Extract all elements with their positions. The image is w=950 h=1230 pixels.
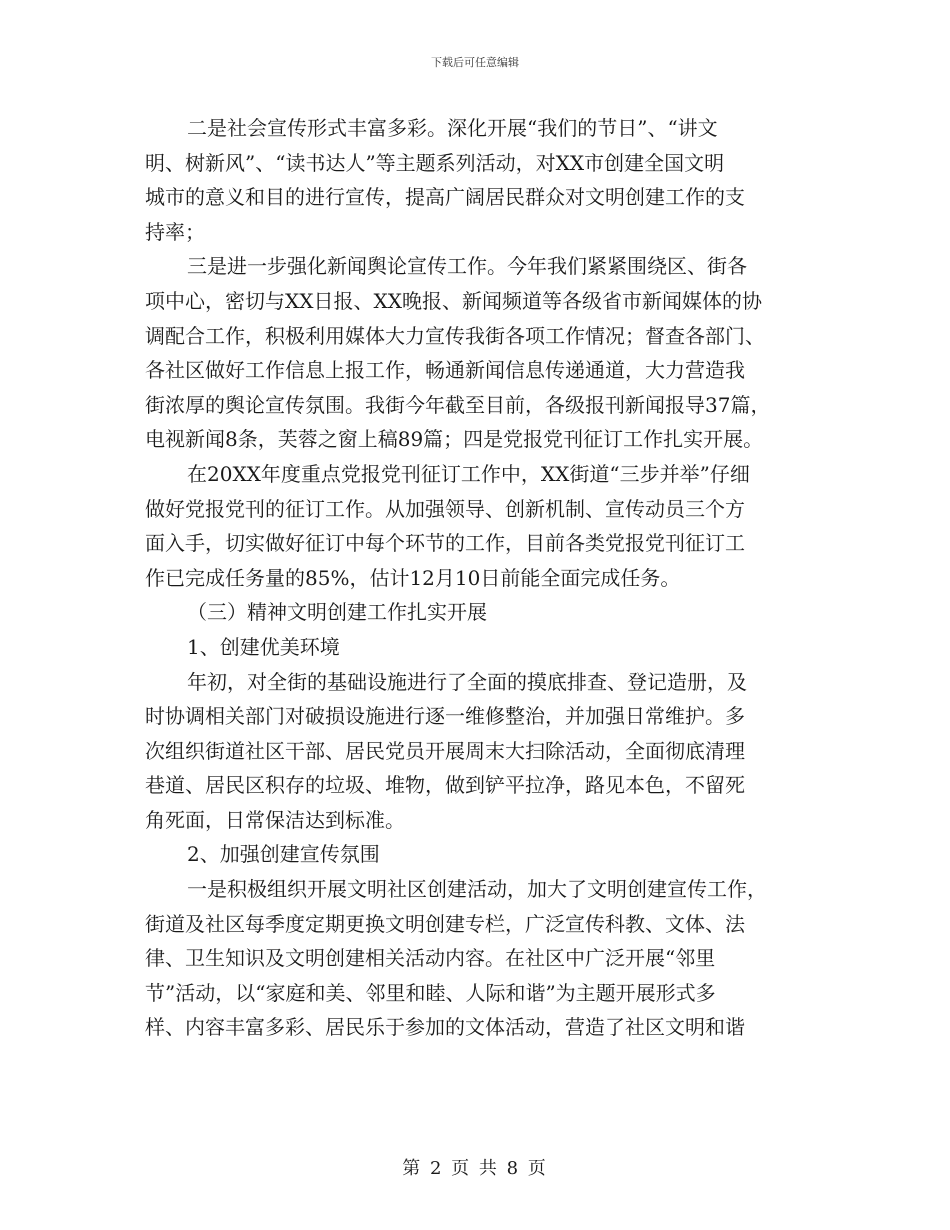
paragraph-line: 调配合工作，积极利用媒体大力宣传我街各项工作情况；督查各部门、 xyxy=(145,323,765,348)
page-header: 下载后可任意编辑 xyxy=(431,56,519,69)
paragraph-line: 次组织街道社区干部、居民党员开展周末大扫除活动，全面彻底清理 xyxy=(145,738,745,763)
paragraph-line: 街道及社区每季度定期更换文明创建专栏，广泛宣传科教、文体、法 xyxy=(145,911,745,936)
subsection-heading: 2、加强创建宣传氛围 xyxy=(187,842,380,867)
paragraph-line: 年初，对全街的基础设施进行了全面的摸底排查、登记造册，及 xyxy=(187,669,747,694)
paragraph-line: 各社区做好工作信息上报工作，畅通新闻信息传递通道，大力营造我 xyxy=(145,358,745,383)
subsection-heading: 1、创建优美环境 xyxy=(187,634,340,659)
paragraph-line: 时协调相关部门对破损设施进行逐一维修整治，并加强日常维护。多 xyxy=(145,704,745,729)
paragraph-line: 电视新闻8条，芙蓉之窗上稿89篇；四是党报党刊征订工作扎实开展。 xyxy=(145,427,764,452)
paragraph-line: 明、树新风”、“读书达人”等主题系列活动，对XX市创建全国文明 xyxy=(145,150,725,175)
section-heading: （三）精神文明创建工作扎实开展 xyxy=(187,600,487,625)
paragraph-line: 节”活动，以“家庭和美、邻里和睦、人际和谐”为主题开展形式多 xyxy=(145,980,716,1005)
paragraph-line: 做好党报党刊的征订工作。从加强领导、创新机制、宣传动员三个方 xyxy=(145,496,745,521)
paragraph-line: 样、内容丰富多彩、居民乐于参加的文体活动，营造了社区文明和谐 xyxy=(145,1015,745,1040)
paragraph-line: 二是社会宣传形式丰富多彩。深化开展“我们的节日”、“讲文 xyxy=(187,116,718,140)
paragraph-line: 角死面，日常保洁达到标准。 xyxy=(145,807,405,832)
paragraph-line: 一是积极组织开展文明社区创建活动，加大了文明创建宣传工作， xyxy=(187,877,767,902)
document-body xyxy=(145,112,810,1046)
paragraph-line: 作已完成任务量的85%，估计12月10日前能全面完成任务。 xyxy=(145,565,681,590)
paragraph-line: 律、卫生知识及文明创建相关活动内容。在社区中广泛开展“邻里 xyxy=(145,946,716,971)
paragraph-line: 在20XX年度重点党报党刊征订工作中，XX街道“三步并举”仔细 xyxy=(187,461,750,486)
paragraph-line: 项中心，密切与XX日报、XX晚报、新闻频道等各级省市新闻媒体的协 xyxy=(145,288,762,313)
paragraph-line: 持率； xyxy=(145,219,205,244)
paragraph-line: 街浓厚的舆论宣传氛围。我街今年截至目前，各级报刊新闻报导37篇， xyxy=(145,392,771,417)
paragraph-line: 巷道、居民区积存的垃圾、堆物，做到铲平拉净，路见本色，不留死 xyxy=(145,773,745,798)
page-number: 第 2 页 共 8 页 xyxy=(402,1158,548,1179)
paragraph-line: 城市的意义和目的进行宣传，提高广阔居民群众对文明创建工作的支 xyxy=(145,185,745,210)
paragraph-line: 面入手，切实做好征订中每个环节的工作，目前各类党报党刊征订工 xyxy=(145,531,745,556)
paragraph-line: 三是进一步强化新闻舆论宣传工作。今年我们紧紧围绕区、街各 xyxy=(187,254,747,279)
